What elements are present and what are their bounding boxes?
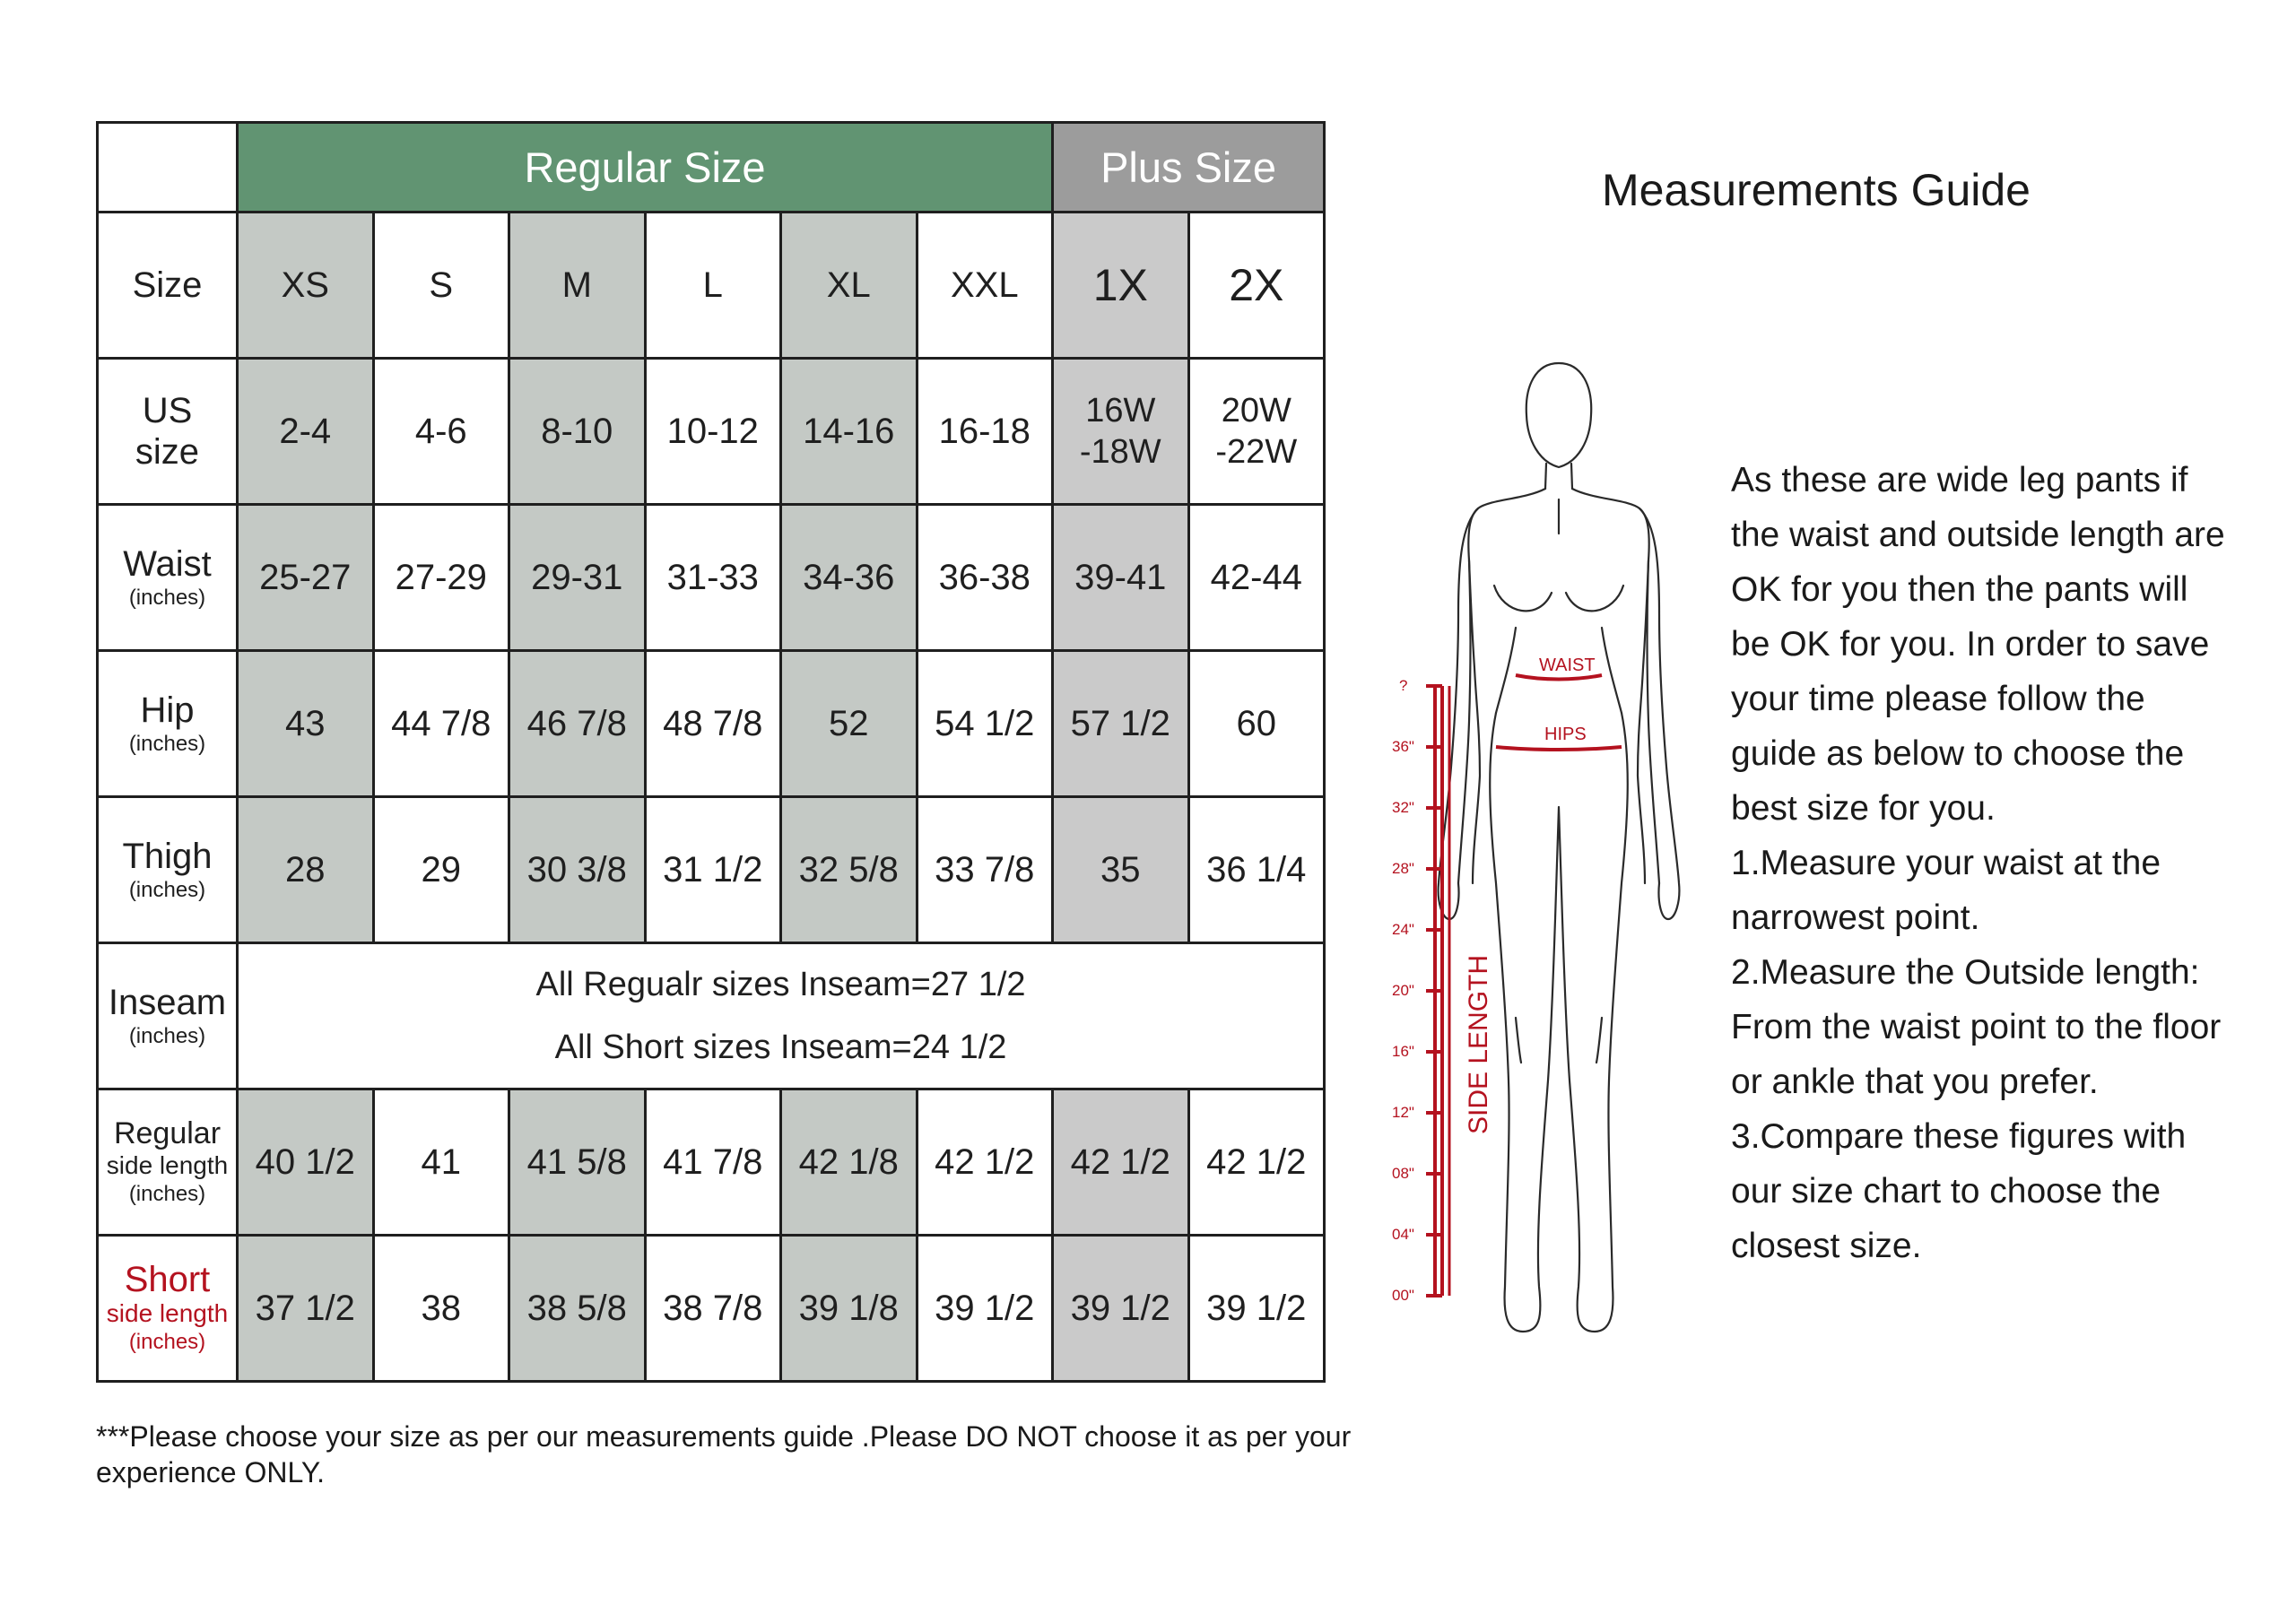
regular-side-length-row	[98, 1089, 1325, 1236]
waist-cell: 42-44	[1188, 505, 1325, 651]
thigh-cell: 36 1/4	[1188, 797, 1325, 943]
guide-title: Measurements Guide	[1601, 165, 2031, 215]
row-label-regular-side-length: Regular side length (inches)	[98, 1089, 238, 1236]
regular-side-length-cell: 41 5/8	[509, 1089, 646, 1236]
female-body-outline-icon	[1372, 345, 1695, 1363]
short-side-length-cell: 39 1/2	[917, 1236, 1053, 1382]
ruler-tick-label: 36"	[1392, 738, 1414, 755]
us-size-cell: 16W -18W	[1053, 359, 1189, 505]
guide-step: 2.Measure the Outside length: From the waist point to the floor or ankle that you prefer.	[1731, 953, 2222, 1101]
thigh-row	[98, 797, 1325, 943]
size-cell: L	[645, 213, 781, 359]
regular-side-length-cell: 42 1/8	[781, 1089, 918, 1236]
hip-cell: 57 1/2	[1053, 651, 1189, 797]
waist-cell: 34-36	[781, 505, 918, 651]
row-label-us-size: US size	[98, 359, 238, 505]
thigh-cell: 28	[238, 797, 374, 943]
ruler-tick-label: ?	[1399, 677, 1408, 694]
us-size-cell: 20W -22W	[1188, 359, 1325, 505]
hip-cell: 43	[238, 651, 374, 797]
size-footnote: ***Please choose your size as per our measurements guide .Please DO NOT choose it as per your experience ONLY.	[96, 1420, 1352, 1488]
thigh-cell: 33 7/8	[917, 797, 1053, 943]
us-size-cell: 4-6	[373, 359, 509, 505]
waist-cell: 36-38	[917, 505, 1053, 651]
inseam-row	[98, 943, 1325, 1089]
size-cell: XL	[781, 213, 918, 359]
hip-cell: 60	[1188, 651, 1325, 797]
regular-side-length-cell: 40 1/2	[238, 1089, 374, 1236]
thigh-cell: 31 1/2	[645, 797, 781, 943]
row-label-thigh: Thigh (inches)	[98, 797, 238, 943]
us-size-row	[98, 359, 1325, 505]
guide-instructions	[1731, 453, 2233, 1273]
ruler-tick-label: 28"	[1392, 860, 1414, 877]
ruler-tick-label: 04"	[1392, 1226, 1414, 1243]
size-cell: XS	[238, 213, 374, 359]
plus-size-header: Plus Size	[1053, 123, 1325, 213]
short-side-length-cell: 39 1/2	[1053, 1236, 1189, 1382]
ruler-tick-label: 20"	[1392, 982, 1414, 999]
size-chart-table	[96, 121, 1326, 1383]
regular-side-length-cell: 42 1/2	[1053, 1089, 1189, 1236]
us-size-cell: 2-4	[238, 359, 374, 505]
hip-cell: 48 7/8	[645, 651, 781, 797]
size-cell: XXL	[917, 213, 1053, 359]
hip-row	[98, 651, 1325, 797]
us-size-cell: 14-16	[781, 359, 918, 505]
waist-band-label: WAIST	[1539, 655, 1596, 675]
row-label-size: Size	[98, 213, 238, 359]
short-side-length-cell: 37 1/2	[238, 1236, 374, 1382]
inseam-note	[238, 943, 1325, 1089]
ruler-tick-label: 00"	[1392, 1287, 1414, 1304]
thigh-cell: 30 3/8	[509, 797, 646, 943]
thigh-cell: 32 5/8	[781, 797, 918, 943]
waist-cell: 31-33	[645, 505, 781, 651]
waist-cell: 25-27	[238, 505, 374, 651]
group-header-row	[98, 123, 1325, 213]
ruler-tick-label: 08"	[1392, 1165, 1414, 1182]
us-size-cell: 16-18	[917, 359, 1053, 505]
hip-cell: 52	[781, 651, 918, 797]
thigh-cell: 35	[1053, 797, 1189, 943]
waist-cell: 27-29	[373, 505, 509, 651]
size-cell: 2X	[1188, 213, 1325, 359]
guide-step: 3.Compare these figures with our size chart to choose the closest size.	[1731, 1117, 2187, 1265]
row-label-inseam: Inseam (inches)	[98, 943, 238, 1089]
inseam-short-text: All Short sizes Inseam=24 1/2	[554, 1028, 1007, 1066]
size-cell: M	[509, 213, 646, 359]
size-row	[98, 213, 1325, 359]
short-side-length-cell: 39 1/2	[1188, 1236, 1325, 1382]
short-side-length-cell: 39 1/8	[781, 1236, 918, 1382]
regular-side-length-cell: 42 1/2	[917, 1089, 1053, 1236]
ruler-tick-label: 12"	[1392, 1104, 1414, 1121]
waist-cell: 29-31	[509, 505, 646, 651]
ruler-tick-label: 32"	[1392, 799, 1414, 816]
side-length-label: SIDE LENGTH	[1464, 954, 1493, 1134]
short-side-length-cell: 38	[373, 1236, 509, 1382]
size-cell: 1X	[1053, 213, 1189, 359]
regular-side-length-cell: 42 1/2	[1188, 1089, 1325, 1236]
size-cell: S	[373, 213, 509, 359]
hip-cell: 44 7/8	[373, 651, 509, 797]
row-label-waist: Waist (inches)	[98, 505, 238, 651]
row-label-short-side-length: Short side length (inches)	[98, 1236, 238, 1382]
thigh-cell: 29	[373, 797, 509, 943]
us-size-cell: 8-10	[509, 359, 646, 505]
inseam-regular-text: All Regualr sizes Inseam=27 1/2	[535, 966, 1026, 1003]
hip-cell: 54 1/2	[917, 651, 1053, 797]
waist-row	[98, 505, 1325, 651]
hip-cell: 46 7/8	[509, 651, 646, 797]
short-side-length-cell: 38 7/8	[645, 1236, 781, 1382]
us-size-cell: 10-12	[645, 359, 781, 505]
regular-side-length-cell: 41	[373, 1089, 509, 1236]
regular-side-length-cell: 41 7/8	[645, 1089, 781, 1236]
ruler-tick-label: 16"	[1392, 1043, 1414, 1060]
ruler-tick-label: 24"	[1392, 921, 1414, 938]
guide-step: 1.Measure your waist at the narrowest point.	[1731, 844, 2161, 937]
hips-band-label: HIPS	[1544, 725, 1587, 744]
corner-cell	[98, 123, 238, 213]
short-side-length-row	[98, 1236, 1325, 1382]
guide-paragraph: As these are wide leg pants if the waist and outside length are OK for you then the pants will be OK for you. In order to save your time please follow the guide as below to choose the best size for you.	[1731, 461, 2225, 828]
row-label-hip: Hip (inches)	[98, 651, 238, 797]
regular-size-header: Regular Size	[238, 123, 1053, 213]
waist-cell: 39-41	[1053, 505, 1189, 651]
short-side-length-cell: 38 5/8	[509, 1236, 646, 1382]
